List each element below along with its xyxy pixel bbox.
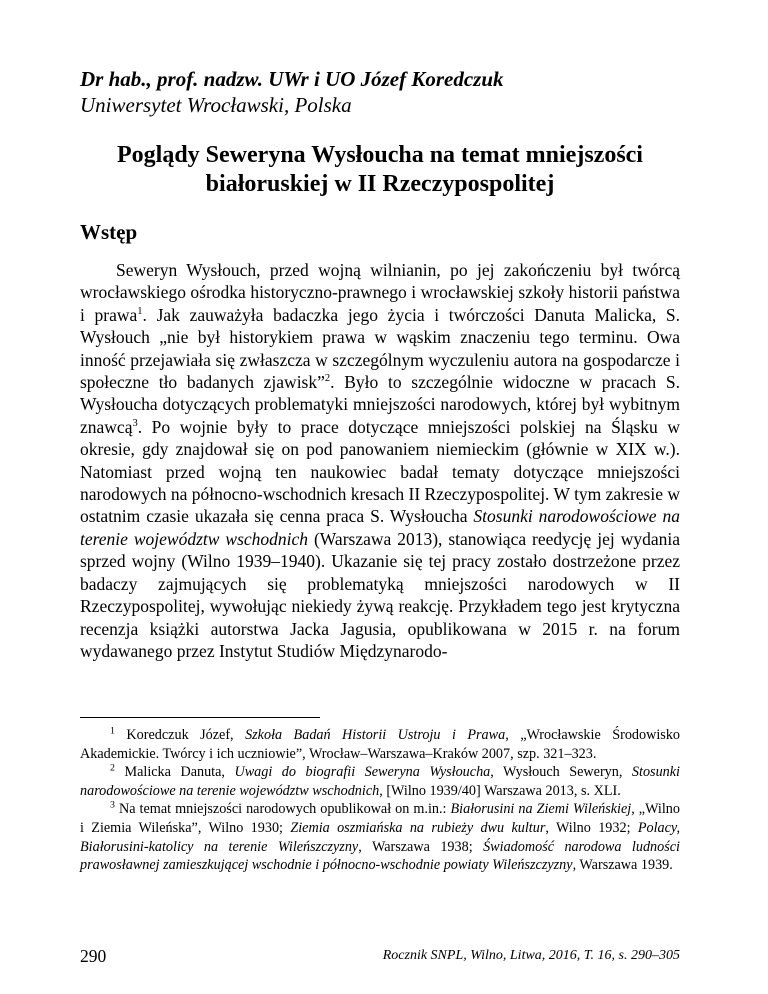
footnote-title: Stosunki narodowościowe na terenie województw wschodnich [80,764,680,799]
footnote-ref-1: 1 [137,305,143,317]
page-number: 290 [80,946,107,966]
footnote-text: , Warszawa 1938; [358,838,484,855]
footnote-text: , Wilno 1932; [545,819,638,836]
footnote-text: Koredczuk Józef, [114,727,246,743]
footnote-divider [80,717,320,718]
footnote-title: Ziemia oszmiańska na rubieży dwu kultur [290,819,546,836]
body-text-1: Seweryn Wysłouch, przed wojną wilnianin, po jej zakończeniu był twórcą wrocławskiego ośrodka historyczno-prawnego i wrocławskiej szkoły historii państwa i prawa [80,260,680,325]
footnote-text: , „Wrocławskie Środowisko Akademickie. Twórcy i ich uczniowie”, Wrocław–Warszawa–Kraków 2007, szp. 321–323. [80,727,681,762]
footnote-1 [80,726,680,763]
footnote-title: Szkoła Badań Historii Ustroju i Prawa [245,727,506,743]
body-text-2: . Jak zauważyła badaczka jego życia i twórczości Danuta Malicka, S. Wysłouch „nie był historykiem prawa w wąskim znaczeniu tego terminu. Owa inność przejawiała się zwłaszcza w szczególnym wyczuleniu autora na gospodarcze i społeczne tło badanych zjawisk” [80,304,680,393]
author-affiliation: Uniwersytet Wrocławski, Polska [80,93,352,117]
footnote-ref-2: 2 [324,373,331,385]
body-text-3: . Było to szczególnie widoczne w pracach S. Wysłoucha dotyczących problematyki mniejszości narodowych, której był wybitnym znawcą [80,372,680,437]
footnote-number: 2 [110,762,115,774]
footnote-text: Malicka Danuta, [114,764,235,781]
footnote-text: Na temat mniejszości narodowych opublikował on m.in.: [114,801,451,818]
footnote-title: Polacy, Białorusini-katolicy na terenie Wileńszczyzny [80,819,680,855]
footnote-title: Świadomość narodowa ludności prawosławnej zamieszkującej wschodnie i północno-wschodnie powiaty Wileńszczyzny [80,838,680,874]
footnote-title: Uwagi do biografii Seweryna Wysłoucha [234,764,491,781]
body-text-5: (Warszawa 2013), stanowiąca reedycję jej wydania sprzed wojny (Wilno 1939–1940). Ukazanie się tej pracy zostało dostrzeżone przez badaczy zajmujących się problematyką mniejszości narodowych w II Rzeczypospolitej, wywołując niekiedy żywą reakcję. Przykładem tego jest krytyczna recenzja książki autorstwa Jacka Jagusia, opublikowana w 2015 r. na forum wydawanego przez Instytut Studiów Międzynarodo- [80,528,680,661]
body-paragraph [80,259,680,662]
footnotes [80,726,680,875]
footnote-text: , [Wilno 1939/40] Warszawa 2013, s. XLI. [379,782,621,799]
page-content [80,66,680,680]
footnote-text: , Wysłouch Seweryn, [490,764,632,781]
footnote-text: , „Wilno i Ziemia Wileńska”, Wilno 1930; [80,801,680,836]
footnote-3 [80,800,680,874]
footnote-text: , Warszawa 1939. [572,857,673,874]
journal-citation: Rocznik SNPL, Wilno, Litwa, 2016, T. 16, s. 290–305 [382,948,680,963]
footnote-title: Białorusini na Ziemi Wileńskiej [450,801,632,818]
section-heading: Wstęp [80,220,138,244]
book-title: Stosunki narodowościowe na terenie województw wschodnich [80,506,680,549]
footnote-number: 3 [110,799,115,811]
footnote-ref-3: 3 [132,418,138,430]
page-footer [80,946,680,970]
body-text-4: . Po wojnie były to prace dotyczące mniejszości polskiej na Śląsku w okresie, gdy znajdował się on pod panowaniem niemieckim (głównie w XIX w.). Natomiast przed wojną ten naukowiec badał tematy dotyczące mniejszości narodowych na północno-wschodnich kresach II Rzeczypospolitej. W tym zakresie w ostatnim czasie ukazała się cenna praca S. Wysłoucha [80,416,680,527]
author-name: Dr hab., prof. nadzw. UWr i UO Józef Koredczuk [80,67,504,91]
footnote-number: 1 [110,725,115,737]
footnote-2 [80,763,680,800]
article-title: Poglądy Seweryna Wysłoucha na temat mniejszości białoruskiej w II Rzeczypospolitej [117,142,643,197]
